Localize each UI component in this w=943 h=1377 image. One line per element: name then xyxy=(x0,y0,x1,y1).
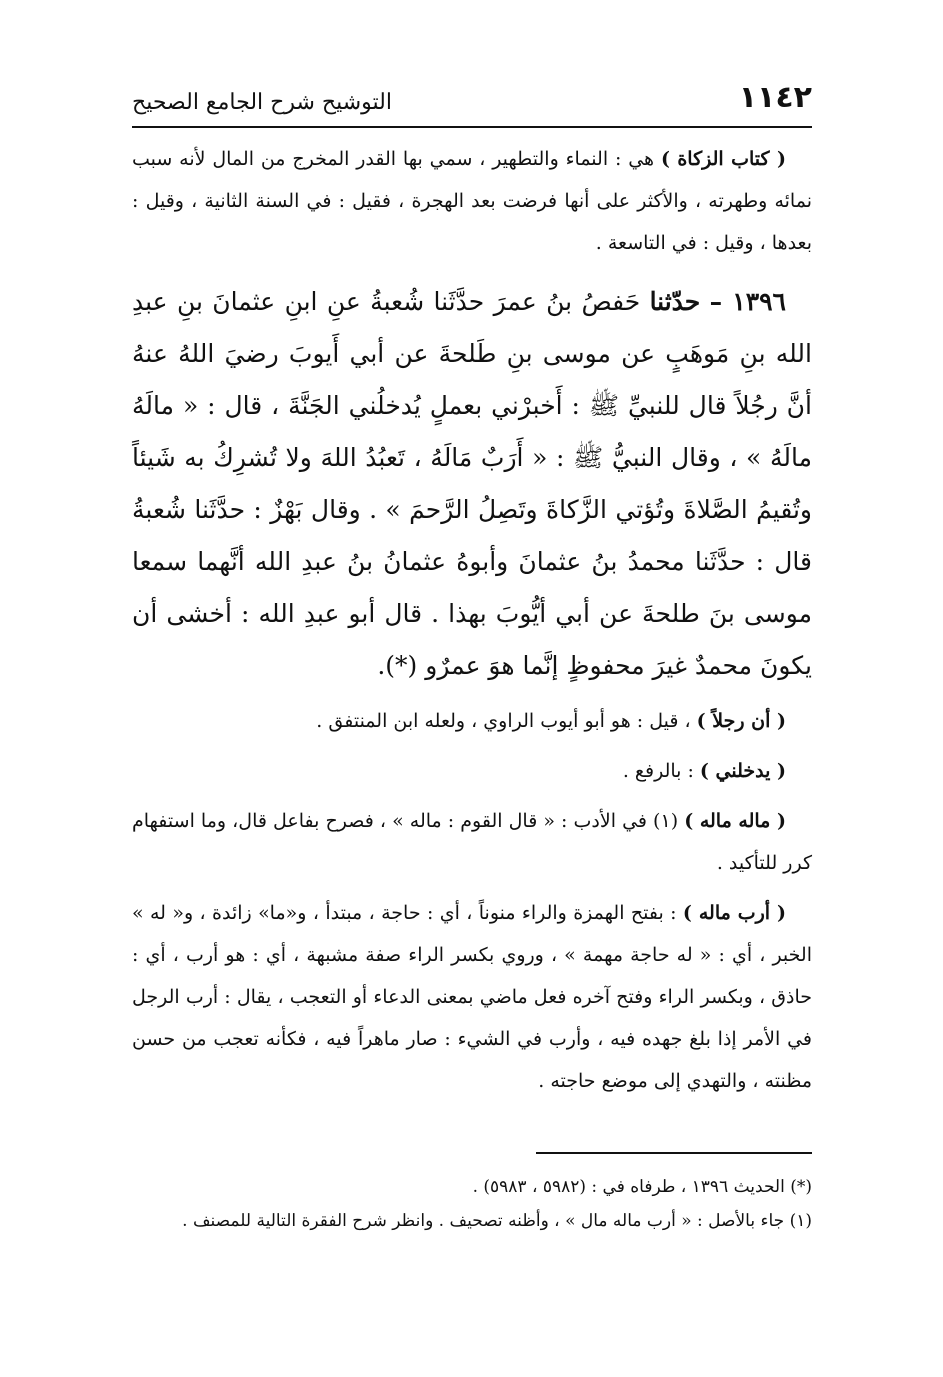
footnote-divider xyxy=(536,1152,812,1154)
note-term: ( أرب ماله ) xyxy=(682,902,787,924)
page-number: ١١٤٢ xyxy=(738,80,812,115)
hadith-lead: حدّثنا xyxy=(649,287,701,316)
note-paragraph xyxy=(132,750,812,792)
note-paragraph xyxy=(132,800,812,884)
page-body xyxy=(132,138,812,1102)
footnote-item: (١) جاء بالأصل : « أرب ماله مال » ، وأظنه تصحيف . وانظر شرح الفقرة التالية للمصنف . xyxy=(182,1211,812,1231)
footnotes xyxy=(132,1170,812,1238)
note-text: : بالرفع . xyxy=(622,760,700,782)
intro-paragraph xyxy=(132,138,812,264)
intro-text: هي : النماء والتطهير ، سمي بها القدر المخرج من المال لأنه سبب نمائه وطهرته ، والأكثر على أنها فرضت بعد الهجرة ، فقيل : في السنة الثانية ، وقيل : بعدها ، وقيل : في التاسعة . xyxy=(132,148,812,254)
note-text: (١) في الأدب : « قال القوم : ماله » ، فصرح بفاعل قال، وما استفهام كرر للتأكيد . xyxy=(132,810,812,874)
note-paragraph xyxy=(132,892,812,1102)
page-header xyxy=(132,78,812,128)
note-term: ( ماله ماله ) xyxy=(684,810,786,832)
hadith-text: حَفصُ بنُ عمرَ حدَّثَنا شُعبةُ عنِ ابنِ عثمانَ بنِ عبدِ الله بنِ مَوهَبٍ عن موسى بنِ طَلحةَ عن أبي أَيوبَ رضيَ اللهُ عنهُ أنَّ رجُلاً قال للنبيِّ ﷺ : أَخبرْني بعملٍ يُدخلُني الجَنَّةَ ، قال : « مالَهُ مالَهُ » ، وقال النبيُّ ﷺ : « أَرَبٌ مَالَهُ ، تَعبُدُ اللهَ ولا تُشرِكُ به شَيئاً وتُقيمُ الصَّلاةَ وتُؤتي الزَّكاةَ وتَصِلُ الرَّحمَ » . وقال بَهْزٌ : حدَّثَنا شُعبةُ قال : حدَّثَنا محمدُ بنُ عثمانَ وأبوهُ عثمانُ بنُ عبدِ الله أنَّهما سمعا موسى بنَ طلحةَ عن أبي أيُّوبَ بهذا . قال أبو عبدِ الله : أخشى أن يكونَ محمدٌ غيرَ محفوظٍ إنَّما هوَ عمرٌو (*). xyxy=(132,287,812,680)
note-paragraph xyxy=(132,700,812,742)
hadith-paragraph xyxy=(132,276,812,692)
note-term: ( أن رجلاً ) xyxy=(696,710,786,732)
note-text: : بفتح الهمزة والراء منوناً ، أي : حاجة ، مبتدأ ، و«ما» زائدة ، و« له » الخبر ، أي : « له حاجة مهمة » ، وروي بكسر الراء صفة مشبهة ، أي : هو أرب ، أي : حاذق ، وبكسر الراء وفتح آخره فعل ماضي بمعنى الدعاء أو التعجب ، يقال : أرب الرجل في الأمر إذا بلغ جهده فيه ، وأرب في الشيء : صار ماهراً فيه ، فكأنه تعجب من حسن مظنته ، والتهدي إلى موضع حاجته . xyxy=(132,902,812,1092)
hadith-number: ١٣٩٦ – xyxy=(709,287,786,316)
footnote-item: (*) الحديث ١٣٩٦ ، طرفاه في : (٥٩٨٢ ، ٥٩٨٣) . xyxy=(472,1177,812,1197)
note-term: ( يدخلني ) xyxy=(699,760,786,782)
intro-term: ( كتاب الزكاة ) xyxy=(660,148,787,170)
note-text: ، قيل : هو أبو أيوب الراوي ، ولعله ابن المنتفق . xyxy=(316,710,697,732)
running-title: التوشيح شرح الجامع الصحيح xyxy=(132,90,392,115)
